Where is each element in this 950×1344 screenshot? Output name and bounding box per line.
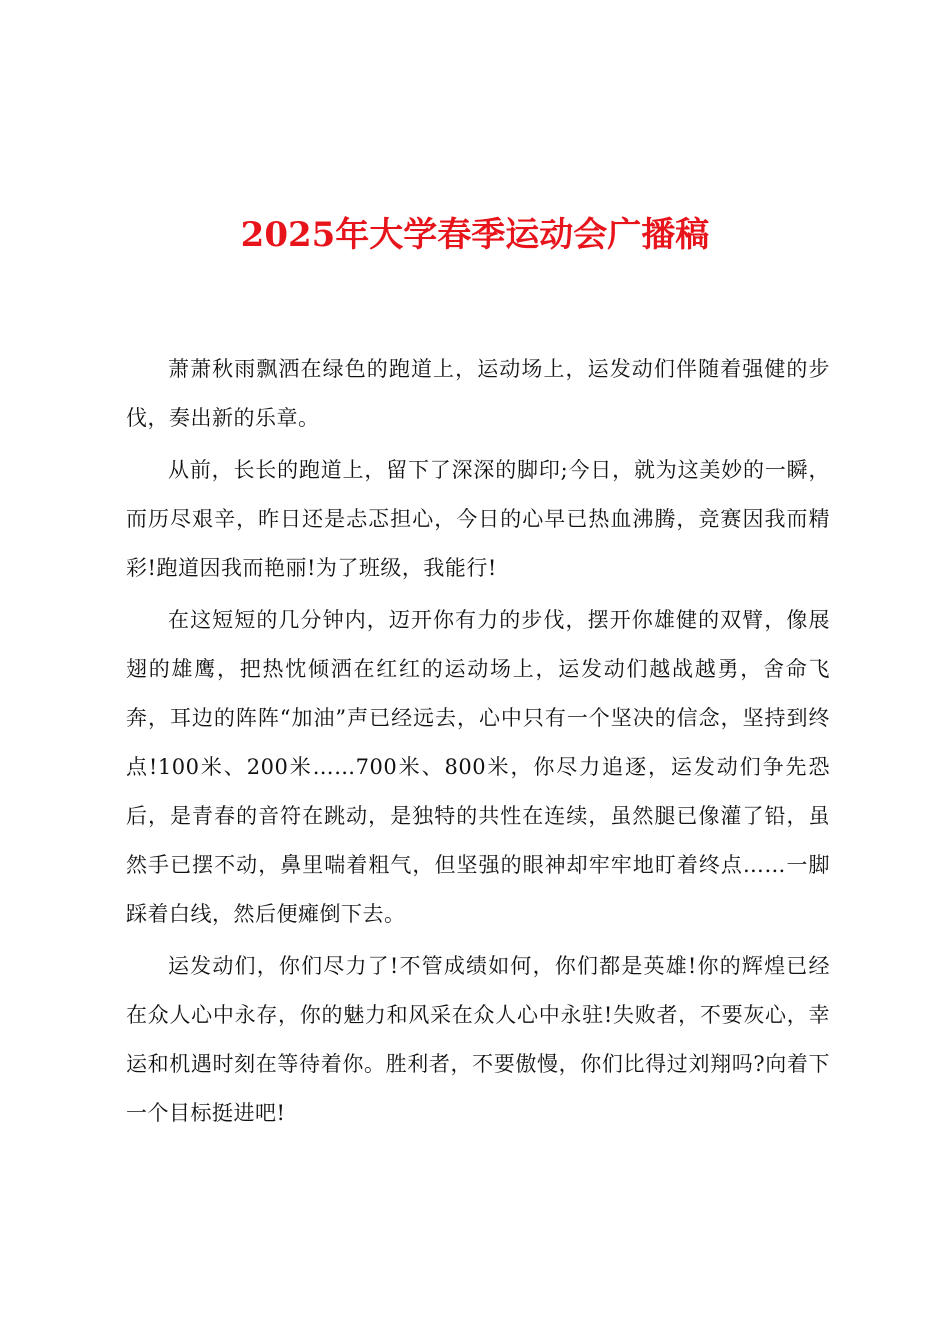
paragraph-3: 在这短短的几分钟内，迈开你有力的步伐，摆开你雄健的双臂，像展翅的雄鹰，把热忱倾洒在红红的运动场上，运发动们越战越勇，舍命飞奔，耳边的阵阵“加油”声已经远去，心中只有一个坚决的信念，坚持到终点!100米、200米……700米、800米，你尽力追逐，运发动们争先恐后，是青春的音符在跳动，是独特的共性在连续，虽然腿已像灌了铅，虽然手已摆不动，鼻里喘着粗气，但坚强的眼神却牢牢地盯着终点……一脚踩着白线，然后便瘫倒下去。 xyxy=(126,608,830,926)
paragraph-4: 运发动们，你们尽力了!不管成绩如何，你们都是英雄!你的辉煌已经在众人心中永存，你的魅力和风采在众人心中永驻!失败者，不要灰心，幸运和机遇时刻在等待着你。胜利者，不要傲慢，你们比得过刘翔吗?向着下一个目标挺进吧! xyxy=(126,954,830,1125)
document-body xyxy=(126,345,830,1141)
paragraph-2: 从前，长长的跑道上，留下了深深的脚印;今日，就为这美妙的一瞬，而历尽艰辛，昨日还是忐忑担心，今日的心早已热血沸腾，竞赛因我而精彩!跑道因我而艳丽!为了班级，我能行! xyxy=(126,458,830,580)
paragraph-1: 萧萧秋雨飘洒在绿色的跑道上，运动场上，运发动们伴随着强健的步伐，奏出新的乐章。 xyxy=(126,357,830,430)
document-title: 2025年大学春季运动会广播稿 xyxy=(240,215,710,255)
